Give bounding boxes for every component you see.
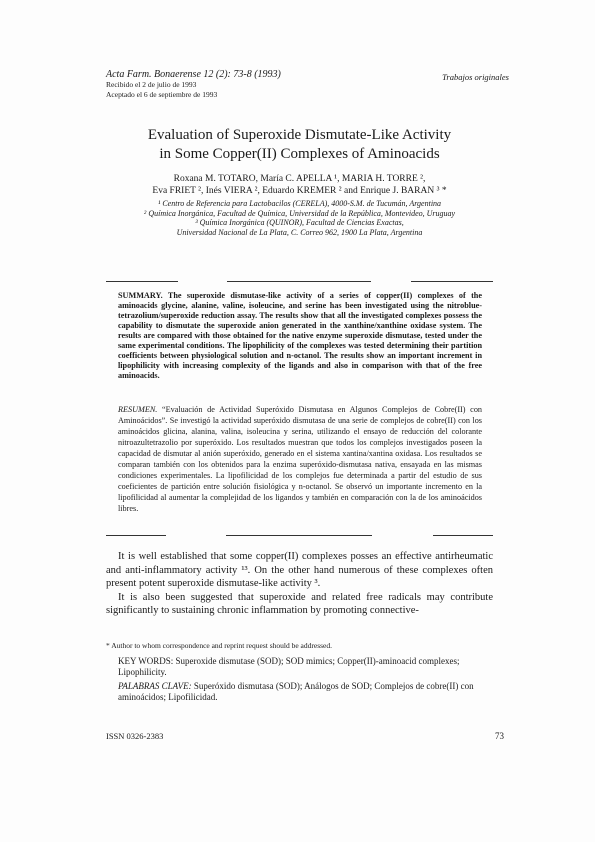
affiliations (106, 199, 493, 237)
introduction-text (106, 550, 493, 618)
key-words-label: KEY WORDS: (118, 656, 174, 666)
authors-line-2: Eva FRIET ², Inés VIERA ², Eduardo KREMER ² and Enrique J. BARAN ³ * (152, 186, 447, 196)
keywords-block (118, 656, 482, 705)
authors-line-1: Roxana M. TOTARO, María C. APELLA ¹, MARIA H. TORRE ², (173, 174, 426, 184)
paragraph-1: It is well established that some copper(II) complexes posses an effective antirheumatic and anti-inflammatory activity ¹³. On the other hand numerous of these complexes often present potent superoxide dismutase-like activity ³. (106, 551, 493, 589)
affiliation-1: ¹ Centro de Referencia para Lactobacilos (CERELA), 4000-S.M. de Tucumán, Argentina (157, 199, 442, 208)
journal-citation: Acta Farm. Bonaerense 12 (2): 73-8 (1993) (106, 69, 281, 80)
summary-label: SUMMARY. (118, 291, 163, 300)
paragraph-2: It is also been suggested that superoxide and related free radicals may contribute significantly to sustaining chronic inflammation by promoting connective- (106, 591, 493, 616)
palabras-clave-text: Superóxido dismutasa (SOD); Análogos de SOD; Complejos de cobre(II) con aminoácidos; Lipofilicidad. (118, 680, 474, 702)
palabras-clave-label: PALABRAS CLAVE: (118, 680, 192, 691)
key-words (118, 656, 482, 679)
resumen-label: RESUMEN. (118, 405, 158, 414)
journal-header (106, 70, 281, 100)
received-date: Recibido el 2 de julio de 1993 (106, 80, 197, 89)
affiliation-3: ³ Química Inorgánica (QUINOR), Facultad de Ciencias Exactas, (195, 218, 404, 228)
section-label: Trabajos originales (442, 72, 509, 82)
affiliation-2: ² Química Inorgánica, Facultad de Química, Universidad de la República, Montevideo, Uruguay (143, 208, 456, 218)
correspondence-footnote: * Author to whom correspondence and reprint request should be addressed. (106, 641, 332, 650)
affiliation-4: Universidad Nacional de La Plata, C. Correo 962, 1900 La Plata, Argentina (176, 227, 423, 237)
resumen-abstract (118, 404, 482, 514)
key-words-text: Superoxide dismutase (SOD); SOD mimics; Copper(II)-aminoacid complexes; Lipophilicity. (118, 656, 460, 678)
divider-bottom-left (106, 535, 166, 536)
palabras-clave (118, 681, 482, 704)
divider-left (106, 281, 178, 282)
divider-right (411, 281, 493, 282)
divider-center (227, 281, 371, 282)
article-title (106, 126, 493, 164)
title-line-2: in Some Copper(II) Complexes of Aminoacids (159, 146, 440, 162)
summary-text: The superoxide dismutase-like activity of a series of copper(II) complexes of the aminoacids glycine, alanine, valine, isoleucine, and serine has been investigated using the nitroblue-tetrazolium/superoxide reduction assay. The results show that all the investigated complexes possess the capability to dismutate the superoxide anion generated in the xanthine/xanthine oxidase system. The results are compared with those obtained for the native enzyme superoxide dismutase, tested under the same experimental conditions. The lipophilicity of the complexes was tested determining their partition coefficients between physiological solution and n-octanol. The results show an important increment in lipophilicity with increasing complexity of the ligands and also in comparison with that of the free aminoacids. (118, 291, 482, 380)
issn: ISSN 0326-2383 (106, 731, 164, 741)
author-list (106, 173, 493, 197)
divider-bottom-center (226, 535, 372, 536)
accepted-date: Aceptado el 6 de septiembre de 1993 (106, 90, 218, 99)
title-line-1: Evaluation of Superoxide Dismutate-Like Activity (147, 127, 452, 143)
page-number: 73 (495, 731, 504, 741)
divider-bottom-right (433, 535, 493, 536)
summary-abstract (118, 291, 482, 381)
resumen-text: “Evaluación de Actividad Superóxido Dismutasa en Algunos Complejos de Cobre(II) con Aminoácidos”. Se investigó la actividad superóxido dismutasa de una serie de complejos de cobre(II) con los aminoácidos glicina, alanina, valina, isoleucina y serina, utilizando el ensayo de reducción del colorante nitroazultetrazolio por superóxido. Los resultados muestran que todos los complejos investigados poseen la capacidad de dismutar al anión superóxido, generado en el sistema xantina/xantina oxidasa. Los resultados se comparan también con los obtenidos para la enzima superóxido-dismutasa nativa, ensayada en las mismas condiciones experimentales. La lipofilicidad de los complejos fue determinada a partir del estudio de sus coeficientes de partición entre solución fisiológica y n-octanol. Se observó un importante incremento en la lipofilicidad al aumentar la complejidad de los ligandos y también en comparación con la de los aminoácidos libres. (118, 405, 483, 513)
